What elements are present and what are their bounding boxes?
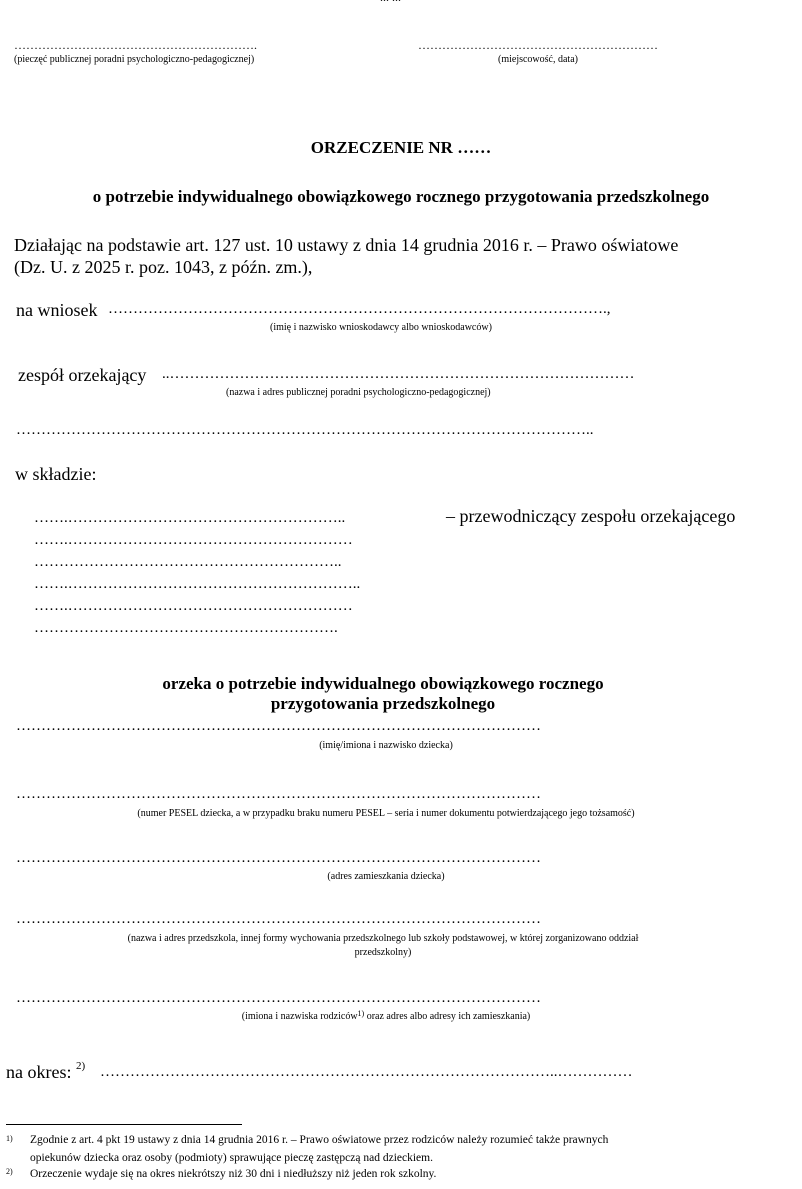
- footnote-1-line1: Zgodnie z art. 4 pkt 19 ustawy z dnia 14 grudnia 2016 r. – Prawo oświatowe przez rodziców należy rozumieć także prawnych: [30, 1134, 609, 1146]
- stamp-caption: (pieczęć publicznej poradni psychologiczno-pedagogicznej): [14, 54, 255, 65]
- parents-caption: [0, 1011, 772, 1022]
- composition-label: w składzie:: [15, 464, 97, 484]
- member-dots: …….…………………………………………………..: [34, 576, 361, 592]
- place-dots: ……………………………………………………: [418, 38, 658, 52]
- team-second-line: ……………………………………………………………………………………………………..: [16, 422, 594, 438]
- address-dots: ……………………………………………………………………………………………: [16, 850, 541, 866]
- footnote-ref-2: 2): [75, 1060, 86, 1072]
- team-caption: (nazwa i adres publicznej poradni psychologiczno-pedagogicznej): [226, 387, 491, 398]
- period-label: [6, 1062, 85, 1083]
- child-name-dots: ……………………………………………………………………………………………: [16, 718, 541, 734]
- period-label-text: na okres:: [6, 1062, 72, 1082]
- member-dots: …….…………………………………………………: [34, 598, 353, 614]
- parents-dots: ……………………………………………………………………………………………: [16, 990, 541, 1006]
- ruling-line2: przygotowania przedszkolnego: [270, 694, 496, 713]
- top-cut-text: [380, 0, 401, 5]
- period-dots: ………………………………………………………………………………..……………: [100, 1064, 633, 1080]
- pesel-caption: (numer PESEL dziecka, a w przypadku braku numeru PESEL – seria i numer dokumentu potwierdzającego jego tożsamość): [137, 808, 635, 819]
- footnote-separator: [6, 1124, 242, 1125]
- legal-basis-line1: Działając na podstawie art. 127 ust. 10 ustawy z dnia 14 grudnia 2016 r. – Prawo oświatowe: [14, 235, 679, 255]
- footnote-mark-1: 1): [6, 1134, 13, 1143]
- school-caption-line2: przedszkolny): [354, 947, 412, 958]
- member-dots: …….…………………………………………………: [34, 532, 353, 548]
- request-caption: (imię i nazwisko wnioskodawcy albo wnioskodawców): [270, 322, 492, 333]
- document-number: ORZECZENIE NR ……: [310, 138, 492, 157]
- ruling-line1: orzeka o potrzebie indywidualnego obowiązkowego rocznego: [162, 674, 604, 693]
- footnote-2-line1: Orzeczenie wydaje się na okres niekrótszy niż 30 dni i niedłuższy niż jeden rok szkolny.: [30, 1168, 437, 1180]
- request-dots: ……………………………………………………………………………………….,: [108, 301, 611, 317]
- member-dots: …………………………………………………….: [34, 620, 338, 636]
- footnote-mark-2: 2): [6, 1167, 13, 1176]
- member-dots: ……………………………………………………..: [34, 554, 342, 570]
- team-label: zespół orzekający: [18, 365, 147, 385]
- footnote-1-line2: opiekunów dziecka oraz osoby (podmioty) sprawujące pieczę zastępczą nad dzieckiem.: [30, 1152, 433, 1164]
- team-dots: ..…………………………………………………………………………………: [162, 366, 635, 382]
- legal-basis-line2: (Dz. U. z 2025 r. poz. 1043, z późn. zm.),: [14, 257, 313, 277]
- chair-dots: …….………………………………………………..: [34, 510, 346, 526]
- place-caption: (miejscowość, data): [498, 54, 578, 65]
- chair-role: – przewodniczący zespołu orzekającego: [446, 506, 736, 526]
- footnote-ref-1: 1): [357, 1009, 365, 1018]
- address-caption: (adres zamieszkania dziecka): [327, 871, 445, 882]
- request-label: na wniosek: [16, 300, 98, 320]
- school-caption-line1: (nazwa i adres przedszkola, innej formy wychowania przedszkolnego lub szkoły podstawowej, w której zorganizowano oddział: [127, 933, 639, 944]
- parents-caption-after: oraz adres albo adresy ich zamieszkania): [364, 1011, 531, 1022]
- school-dots: ……………………………………………………………………………………………: [16, 911, 541, 927]
- child-name-caption: (imię/imiona i nazwisko dziecka): [319, 740, 453, 751]
- parents-caption-before: (imiona i nazwiska rodziców: [241, 1011, 358, 1022]
- document-subject: o potrzebie indywidualnego obowiązkowego rocznego przygotowania przedszkolnego: [92, 187, 710, 206]
- pesel-dots: ……………………………………………………………………………………………: [16, 786, 541, 802]
- stamp-dots: …………………………………………………….: [14, 38, 257, 52]
